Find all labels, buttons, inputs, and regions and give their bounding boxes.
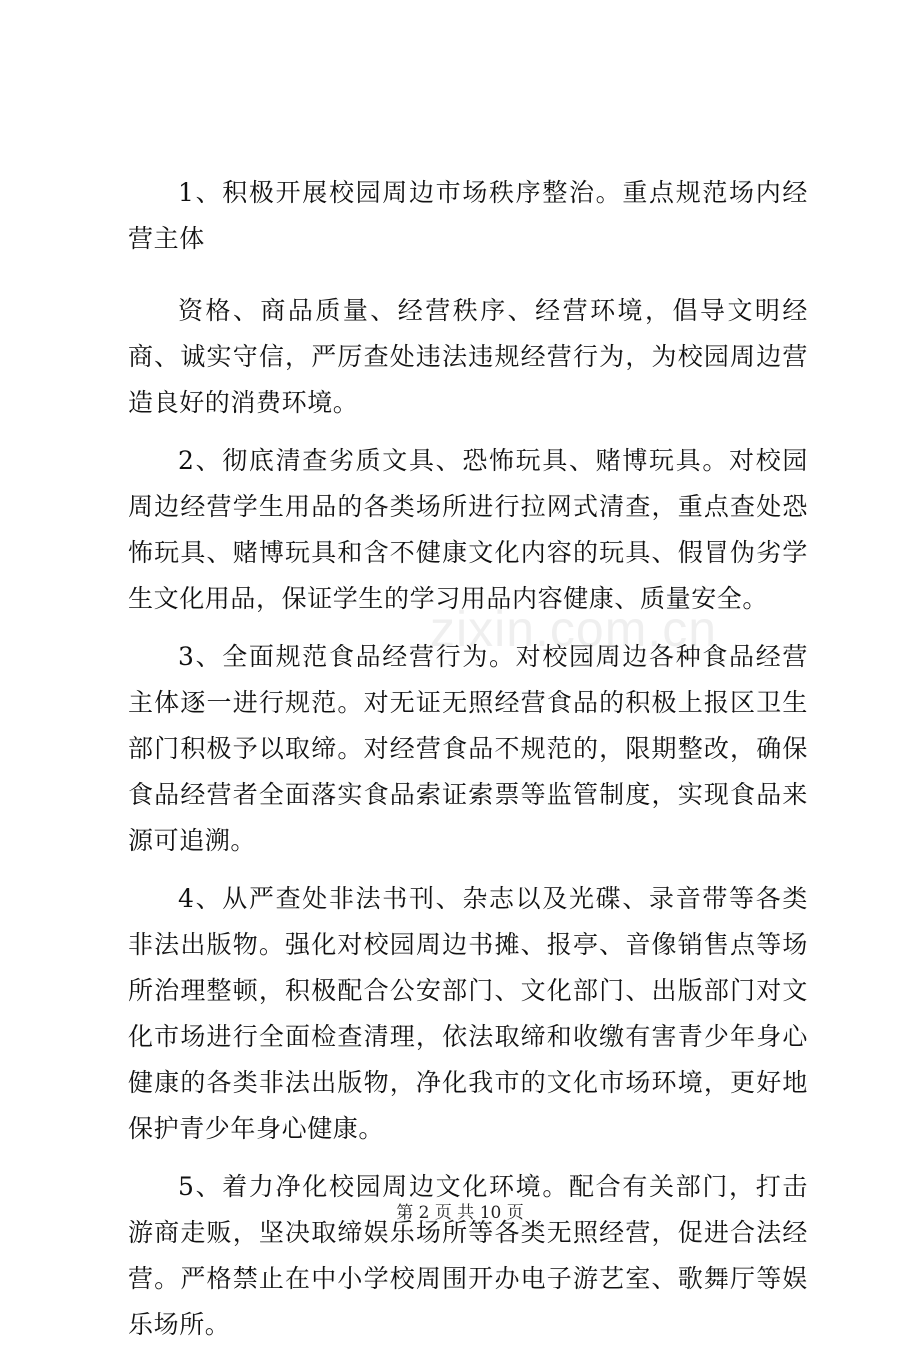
- site-watermark: zixin.com.cn: [430, 601, 718, 657]
- paragraph-3: 3、全面规范食品经营行为。对校园周边各种食品经营主体逐一进行规范。对无证无照经营食品的积极上报区卫生部门积极予以取缔。对经营食品不规范的，限期整改，确保食品经营者全面落实食品索证索票等监管制度，实现食品来源可追溯。: [128, 642, 808, 855]
- paragraph-5: 5、着力净化校园周边文化环境。配合有关部门，打击游商走贩，坚决取缔娱乐场所等各类无照经营，促进合法经营。严格禁止在中小学校周围开办电子游艺室、歌舞厅等娱乐场所。: [128, 1172, 808, 1339]
- document-body: [128, 170, 808, 1360]
- paragraph-2: 2、彻底清查劣质文具、恐怖玩具、赌博玩具。对校园周边经营学生用品的各类场所进行拉网式清查，重点查处恐怖玩具、赌博玩具和含不健康文化内容的玩具、假冒伪劣学生文化用品，保证学生的学习用品内容健康、质量安全。: [128, 446, 808, 613]
- paragraph-4: 4、从严查处非法书刊、杂志以及光碟、录音带等各类非法出版物。强化对校园周边书摊、报亭、音像销售点等场所治理整顿，积极配合公安部门、文化部门、出版部门对文化市场进行全面检查清理，依法取缔和收缴有害青少年身心健康的各类非法出版物，净化我市的文化市场环境，更好地保护青少年身心健康。: [128, 884, 808, 1143]
- page-footer: 第 2 页 共 10 页: [396, 1203, 524, 1223]
- paragraph-1: 1、积极开展校园周边市场秩序整治。重点规范场内经营主体: [128, 178, 808, 253]
- paragraph-1-continued: 资格、商品质量、经营秩序、经营环境，倡导文明经商、诚实守信，严厉查处违法违规经营行为，为校园周边营造良好的消费环境。: [128, 296, 808, 417]
